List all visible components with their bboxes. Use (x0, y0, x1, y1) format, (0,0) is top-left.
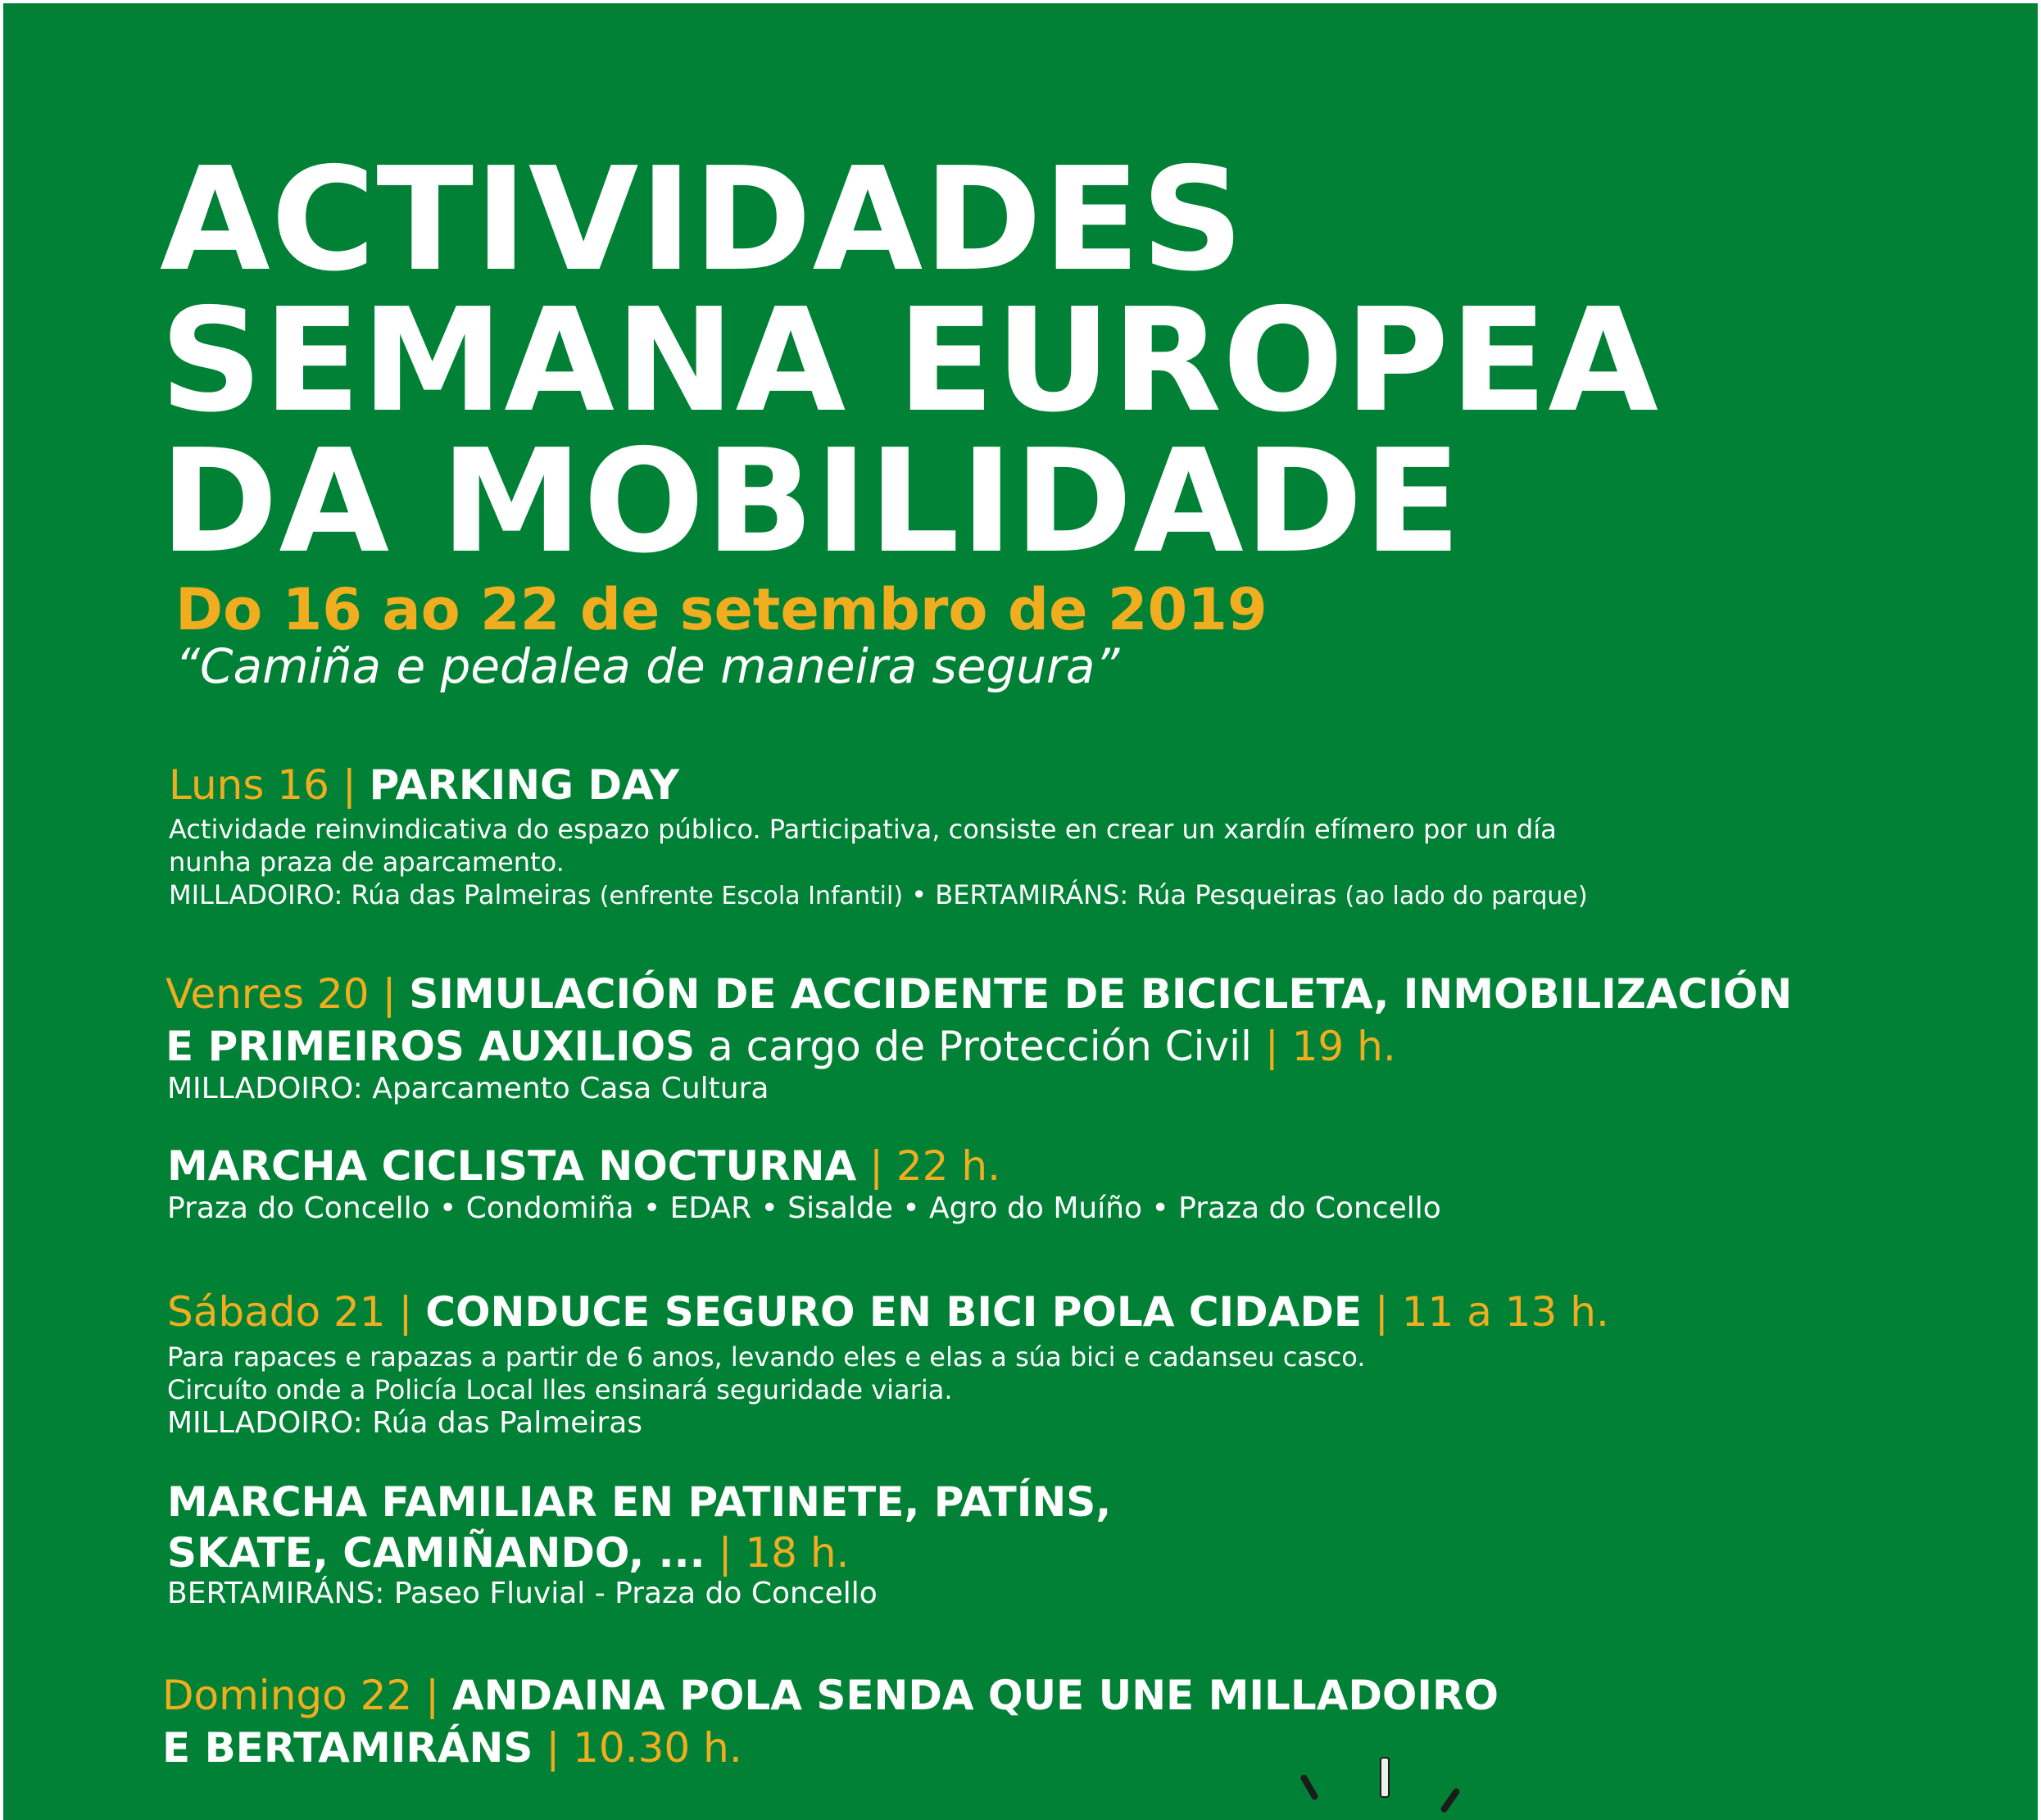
separator: | (398, 1288, 413, 1336)
decorative-mark (1380, 1757, 1390, 1798)
separator: | (342, 761, 356, 809)
domingo-time: 10.30 h. (573, 1724, 742, 1772)
luns-location-2-note: (ao lado do parque) (1345, 882, 1588, 910)
venres-day: Venres 20 (166, 970, 370, 1018)
venres-route: Praza do Concello • Condomiña • EDAR • Sisalde • Agro do Muíño • Praza do Concello (167, 1191, 1441, 1225)
sabado-day: Sábado 21 (167, 1288, 386, 1336)
luns-locations (169, 878, 1588, 913)
domingo-day: Domingo 22 (162, 1672, 413, 1719)
luns-day: Luns 16 (169, 761, 329, 809)
venres-time: 19 h. (1291, 1023, 1396, 1070)
sabado-event-2-line-1: MARCHA FAMILIAR EN PATINETE, PATÍNS, (167, 1478, 1112, 1526)
title-line-2: SEMANA EUROPEA (160, 278, 1659, 444)
luns-location-2: BERTAMIRÁNS: Rúa Pesqueiras (935, 879, 1337, 910)
domingo-event-line-1: ANDAINA POLA SENDA QUE UNE MILLADOIRO (451, 1672, 1499, 1719)
separator: | (869, 1142, 883, 1190)
sabado-event-2-heading-2 (167, 1529, 849, 1577)
luns-event: PARKING DAY (369, 761, 680, 809)
event-dates: Do 16 ao 22 de setembro de 2019 (175, 576, 1268, 643)
separator: | (718, 1529, 732, 1577)
green-panel (3, 3, 2038, 1820)
venres-event-line-2: E PRIMEIROS AUXILIOS (166, 1023, 696, 1070)
venres-event-2: MARCHA CICLISTA NOCTURNA (167, 1142, 857, 1190)
sabado-time-2: 18 h. (745, 1529, 850, 1577)
luns-desc-2: nunha praza de aparcamento. (169, 846, 565, 878)
luns-location-1-note: (enfrente Escola Infantil) (599, 882, 904, 910)
separator: | (425, 1672, 439, 1719)
venres-time-2: 22 h. (896, 1142, 1000, 1190)
venres-location: MILLADOIRO: Aparcamento Casa Cultura (167, 1072, 769, 1105)
sabado-desc-2: Circuíto onde a Policía Local lles ensinará seguridade viaria. (167, 1374, 953, 1405)
domingo-heading-2 (162, 1724, 742, 1772)
bullet: • (911, 879, 928, 910)
venres-event-line-1: SIMULACIÓN DE ACCIDENTE DE BICICLETA, INMOBILIZACIÓN (409, 970, 1793, 1018)
slogan: “Camiña e pedalea de maneira segura” (175, 638, 1120, 694)
venres-organizer: a cargo de Protección Civil (708, 1023, 1252, 1070)
sabado-time: 11 a 13 h. (1401, 1288, 1609, 1336)
sabado-heading (167, 1288, 1609, 1336)
sabado-event-2-line-2: SKATE, CAMIÑANDO, ... (167, 1529, 705, 1577)
decorative-mark (1299, 1773, 1319, 1800)
domingo-event-line-2: E BERTAMIRÁNS (162, 1724, 533, 1772)
venres-event-2-heading (167, 1142, 1000, 1190)
sabado-event-2-heading (167, 1478, 1111, 1526)
title-line-3: DA MOBILIDADE (160, 419, 1463, 585)
sabado-event: CONDUCE SEGURO EN BICI POLA CIDADE (425, 1288, 1363, 1336)
luns-desc-1: Actividade reinvindicativa do espazo público. Participativa, consiste en crear un xardín efímero por un día (169, 814, 1557, 845)
domingo-heading (162, 1672, 1499, 1719)
sabado-location: MILLADOIRO: Rúa das Palmeiras (167, 1406, 643, 1440)
sabado-desc-1: Para rapaces e rapazas a partir de 6 anos, levando eles e elas a súa bici e cadanseu casco. (167, 1341, 1366, 1373)
separator: | (1374, 1288, 1389, 1336)
title-line-1: ACTIVIDADES (160, 137, 1245, 303)
venres-heading-2 (166, 1023, 1396, 1070)
decorative-mark (1440, 1787, 1461, 1813)
separator: | (382, 970, 397, 1018)
sabado-location-2: BERTAMIRÁNS: Paseo Fluvial - Praza do Concello (167, 1577, 878, 1610)
luns-heading (169, 761, 679, 809)
luns-location-1: MILLADOIRO: Rúa das Palmeiras (169, 879, 592, 910)
venres-heading (166, 970, 1792, 1018)
separator: | (546, 1724, 560, 1772)
separator: | (1264, 1023, 1279, 1070)
